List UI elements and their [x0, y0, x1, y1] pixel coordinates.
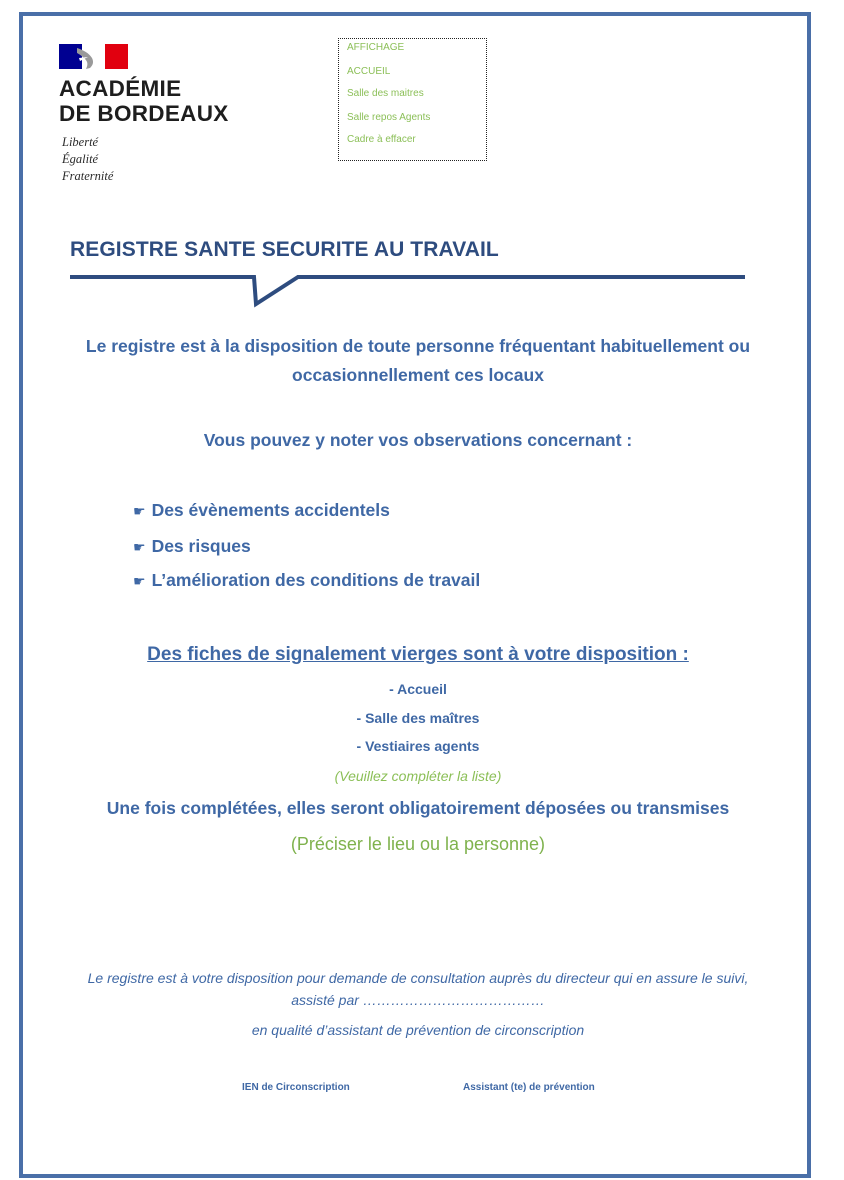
- motto-liberte: Liberté: [62, 135, 99, 149]
- bullet-text: Des risques: [151, 536, 251, 556]
- pointing-hand-icon: ☛: [133, 504, 146, 520]
- intro-paragraph: [30, 332, 806, 390]
- bullet-text: L’amélioration des conditions de travail: [151, 570, 481, 590]
- signature-ien: IEN de Circonscription: [242, 1082, 350, 1093]
- display-box-item: ACCUEIL: [347, 66, 391, 77]
- list-item: [133, 570, 480, 591]
- complete-list-note: (Veuillez compléter la liste): [334, 768, 502, 784]
- motto-fraternite: Fraternité: [62, 169, 114, 183]
- academy-name-line1: ACADÉMIE: [59, 76, 182, 101]
- location-item: - Salle des maîtres: [356, 710, 480, 726]
- list-item: [133, 536, 251, 557]
- footer-line1: Le registre est à votre disposition pour demande de consultation auprès du directeur qui en assure le suivi,: [87, 970, 749, 986]
- page-title: REGISTRE SANTE SECURITE AU TRAVAIL: [70, 238, 499, 261]
- motto-egalite: Égalité: [62, 152, 99, 166]
- fiches-heading: Des fiches de signalement vierges sont à votre disposition :: [147, 644, 689, 665]
- intro-line2: occasionnellement ces locaux: [292, 365, 544, 385]
- display-box-item: Salle repos Agents: [347, 112, 431, 123]
- deposit-instructions: Une fois complétées, elles seront obligatoirement déposées ou transmises: [106, 798, 730, 818]
- footer-line3: en qualité d’assistant de prévention de circonscription: [251, 1022, 585, 1038]
- display-box-item: Salle des maitres: [347, 88, 424, 99]
- specify-note: (Préciser le lieu ou la personne): [290, 834, 546, 854]
- display-box-item: Cadre à effacer: [347, 134, 416, 145]
- location-item: - Accueil: [389, 681, 447, 697]
- signature-assistant: Assistant (te) de prévention: [463, 1082, 595, 1093]
- pointing-hand-icon: ☛: [133, 574, 146, 590]
- bullet-text: Des évènements accidentels: [151, 500, 390, 520]
- display-box-item: AFFICHAGE: [347, 42, 405, 53]
- academy-name-line2: DE BORDEAUX: [59, 101, 229, 126]
- speech-bubble-underline: [0, 0, 844, 320]
- observations-heading: Vous pouvez y noter vos observations concernant :: [203, 430, 633, 450]
- location-item: - Vestiaires agents: [356, 738, 480, 754]
- intro-line1: Le registre est à la disposition de toute personne fréquentant habituellement ou: [85, 336, 751, 356]
- list-item: [133, 500, 390, 521]
- pointing-hand-icon: ☛: [133, 540, 146, 556]
- footer-line2: assisté par …………………………………: [291, 992, 545, 1008]
